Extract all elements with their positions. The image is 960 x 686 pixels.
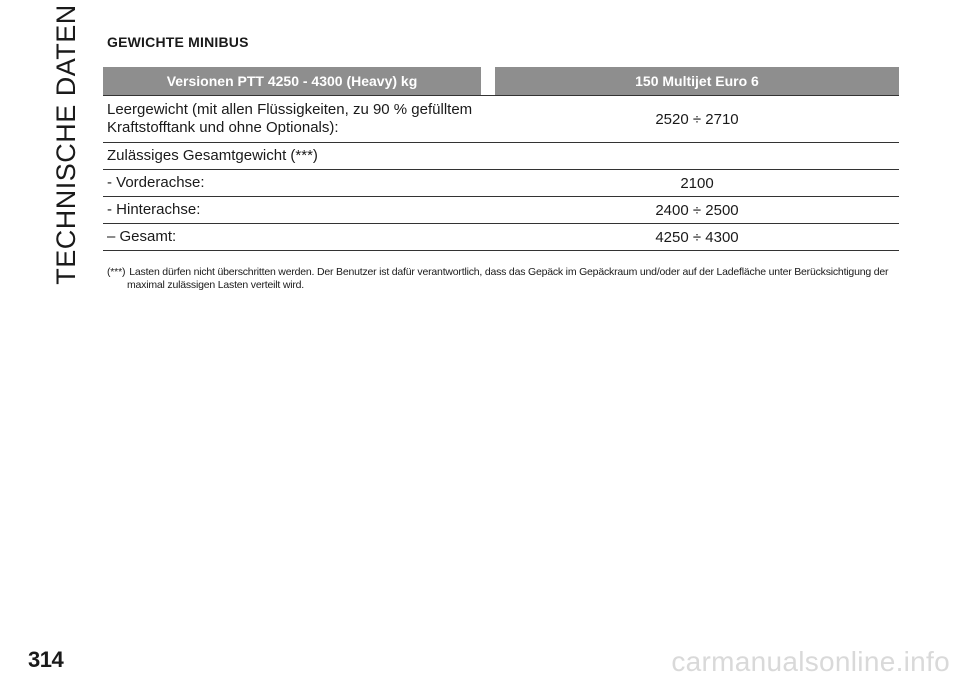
footnote: [107, 266, 902, 292]
row-gap: [481, 170, 495, 197]
row-gap: [481, 224, 495, 251]
side-section-title: [46, 3, 86, 285]
footnote-text-line2: maximal zulässigen Lasten verteilt wird.: [127, 279, 304, 291]
footnote-mark: (***): [107, 266, 126, 278]
row-value: 2520 ÷ 2710: [495, 96, 899, 143]
table-row: [103, 96, 899, 143]
row-value: 4250 ÷ 4300: [495, 224, 899, 251]
row-value: 2400 ÷ 2500: [495, 197, 899, 224]
table-row: [103, 170, 899, 197]
row-value: [495, 143, 899, 170]
weights-table: [103, 67, 899, 251]
footnote-text-line1: Lasten dürfen nicht überschritten werden. Der Benutzer ist dafür verantwortlich, dass das Gepäck im Gepäckraum und/oder auf der Ladefläche unter Berücksichtigung der: [129, 266, 889, 278]
row-gap: [481, 197, 495, 224]
table-row: [103, 197, 899, 224]
page-number: 314: [28, 647, 64, 672]
row-label: – Gesamt:: [103, 224, 481, 251]
row-gap: [481, 143, 495, 170]
row-label: - Vorderachse:: [103, 170, 481, 197]
watermark: carmanualsonline.info: [671, 646, 950, 677]
row-label: Zulässiges Gesamtgewicht (***): [103, 143, 481, 170]
row-value: 2100: [495, 170, 899, 197]
header-versions: Versionen PTT 4250 - 4300 (Heavy) kg: [103, 67, 481, 96]
side-section-title-text: TECHNISCHE DATEN: [50, 3, 81, 285]
section-title: GEWICHTE MINIBUS: [107, 34, 249, 50]
header-engine: 150 Multijet Euro 6: [495, 67, 899, 96]
row-label: Leergewicht (mit allen Flüssigkeiten, zu 90 % gefülltem Kraftstofftank und ohne Optionals):: [103, 96, 481, 143]
header-gap: [481, 67, 495, 96]
table-row: [103, 224, 899, 251]
row-label: - Hinterachse:: [103, 197, 481, 224]
table-header-row: [103, 67, 899, 96]
table-row: [103, 143, 899, 170]
row-gap: [481, 96, 495, 143]
